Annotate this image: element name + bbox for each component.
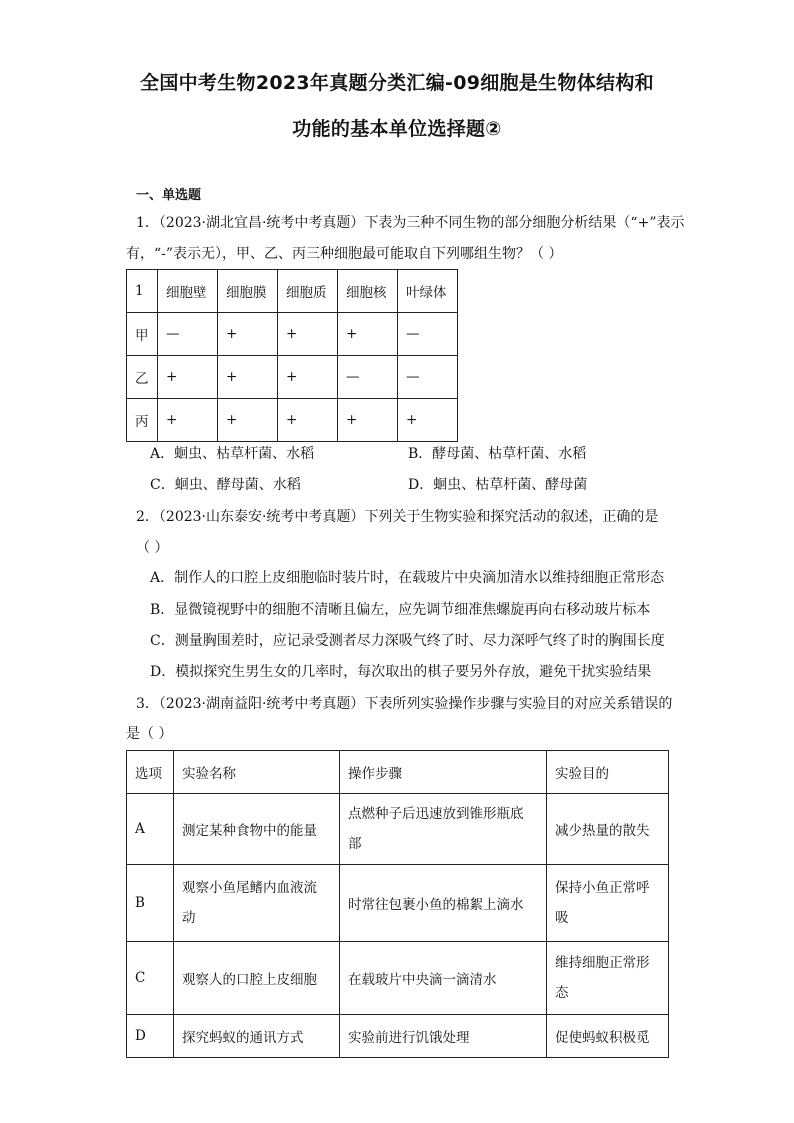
- doc-title-line1: 全国中考生物2023年真题分类汇编-09细胞是生物体结构和: [140, 72, 654, 94]
- table-row: [127, 356, 458, 399]
- table-row: [127, 942, 669, 1015]
- q1-cell: 乙: [127, 356, 158, 399]
- q3-cell: 促使蚂蚁积极觅: [547, 1015, 669, 1058]
- q3-cell: 实验前进行饥饿处理: [340, 1015, 547, 1058]
- q1-option-b: B．酵母菌、枯草杆菌、水稻: [408, 446, 587, 462]
- q3-cell: C: [127, 942, 174, 1015]
- q2-stem-line2: （ ）: [136, 540, 169, 556]
- q3-cell: A: [127, 794, 174, 865]
- q3-cell: 时常往包裹小鱼的棉絮上滴水: [340, 865, 547, 942]
- q1-cell: +: [278, 313, 338, 356]
- q3-th: 实验名称: [174, 751, 340, 794]
- q1-th: 1: [127, 270, 158, 313]
- section-heading: 一、单选题: [136, 188, 202, 203]
- q1-stem-line1: 1．（2023·湖北宜昌·统考中考真题）下表为三种不同生物的部分细胞分析结果（“+”表示: [136, 215, 685, 231]
- q2-option-d: D．模拟探究生男生女的几率时，每次取出的棋子要另外存放，避免干扰实验结果: [150, 664, 652, 680]
- q1-cell: +: [218, 399, 278, 442]
- q2-option-b: B．显微镜视野中的细胞不清晰且偏左，应先调节细准焦螺旋再向右移动玻片标本: [150, 602, 651, 618]
- q1-cell: +: [158, 356, 218, 399]
- q3-cell: 保持小鱼正常呼吸: [547, 865, 669, 942]
- q3-cell: B: [127, 865, 174, 942]
- table-row: [127, 399, 458, 442]
- table-row: [127, 794, 669, 865]
- q3-stem-line2: 是（ ）: [126, 726, 173, 742]
- q1-cell: 丙: [127, 399, 158, 442]
- q3-th: 选项: [127, 751, 174, 794]
- q1-option-d: D．蛔虫、枯草杆菌、酵母菌: [408, 477, 588, 493]
- q1-cell: +: [218, 356, 278, 399]
- table-row: [127, 865, 669, 942]
- q1-cell: +: [398, 399, 458, 442]
- q1-th: 叶绿体: [398, 270, 458, 313]
- q1-cell: —: [398, 356, 458, 399]
- q1-th: 细胞壁: [158, 270, 218, 313]
- q3-stem-line1: 3．（2023·湖南益阳·统考中考真题）下表所列实验操作步骤与实验目的对应关系错误的: [136, 696, 673, 712]
- q1-cell: 甲: [127, 313, 158, 356]
- q2-option-a: A．制作人的口腔上皮细胞临时装片时，在载玻片中央滴加清水以维持细胞正常形态: [150, 570, 665, 586]
- q1-th: 细胞核: [338, 270, 398, 313]
- q2-option-c: C．测量胸围差时，应记录受测者尽力深吸气终了时、尽力深呼气终了时的胸围长度: [150, 633, 665, 649]
- q3-th: 实验目的: [547, 751, 669, 794]
- q3-cell: 维持细胞正常形态: [547, 942, 669, 1015]
- q3-cell: 测定某种食物中的能量: [174, 794, 340, 865]
- q3-th: 操作步骤: [340, 751, 547, 794]
- table-row: [127, 313, 458, 356]
- q1-cell: —: [158, 313, 218, 356]
- q1-cell: +: [278, 399, 338, 442]
- q2-stem-line1: 2．（2023·山东泰安·统考中考真题）下列关于生物实验和探究活动的叙述，正确的是: [136, 509, 659, 525]
- q3-cell: 观察人的口腔上皮细胞: [174, 942, 340, 1015]
- q3-cell: 点燃种子后迅速放到锥形瓶底部: [340, 794, 547, 865]
- q3-cell: D: [127, 1015, 174, 1058]
- q1-option-a: A．蛔虫、枯草杆菌、水稻: [150, 446, 315, 462]
- q1-table-header: [127, 270, 458, 313]
- q1-cell: +: [158, 399, 218, 442]
- q3-cell: 观察小鱼尾鳍内血液流动: [174, 865, 340, 942]
- table-row: [127, 1015, 669, 1058]
- q1-table: [126, 269, 458, 442]
- q1-stem-line2: 有，“-”表示无），甲、乙、丙三种细胞最可能取自下列哪组生物？（ ）: [126, 246, 563, 262]
- q3-cell: 减少热量的散失: [547, 794, 669, 865]
- q1-cell: —: [398, 313, 458, 356]
- q1-cell: +: [218, 313, 278, 356]
- q1-cell: +: [278, 356, 338, 399]
- q3-cell: 在载玻片中央滴一滴清水: [340, 942, 547, 1015]
- q1-th: 细胞膜: [218, 270, 278, 313]
- q3-table: [126, 750, 669, 1058]
- q1-cell: +: [338, 313, 398, 356]
- q3-cell: 探究蚂蚁的通讯方式: [174, 1015, 340, 1058]
- q1-option-c: C．蛔虫、酵母菌、水稻: [150, 477, 301, 493]
- q1-th: 细胞质: [278, 270, 338, 313]
- q1-cell: —: [338, 356, 398, 399]
- q1-cell: +: [338, 399, 398, 442]
- q3-table-header: [127, 751, 669, 794]
- doc-title-line2: 功能的基本单位选择题②: [292, 118, 502, 140]
